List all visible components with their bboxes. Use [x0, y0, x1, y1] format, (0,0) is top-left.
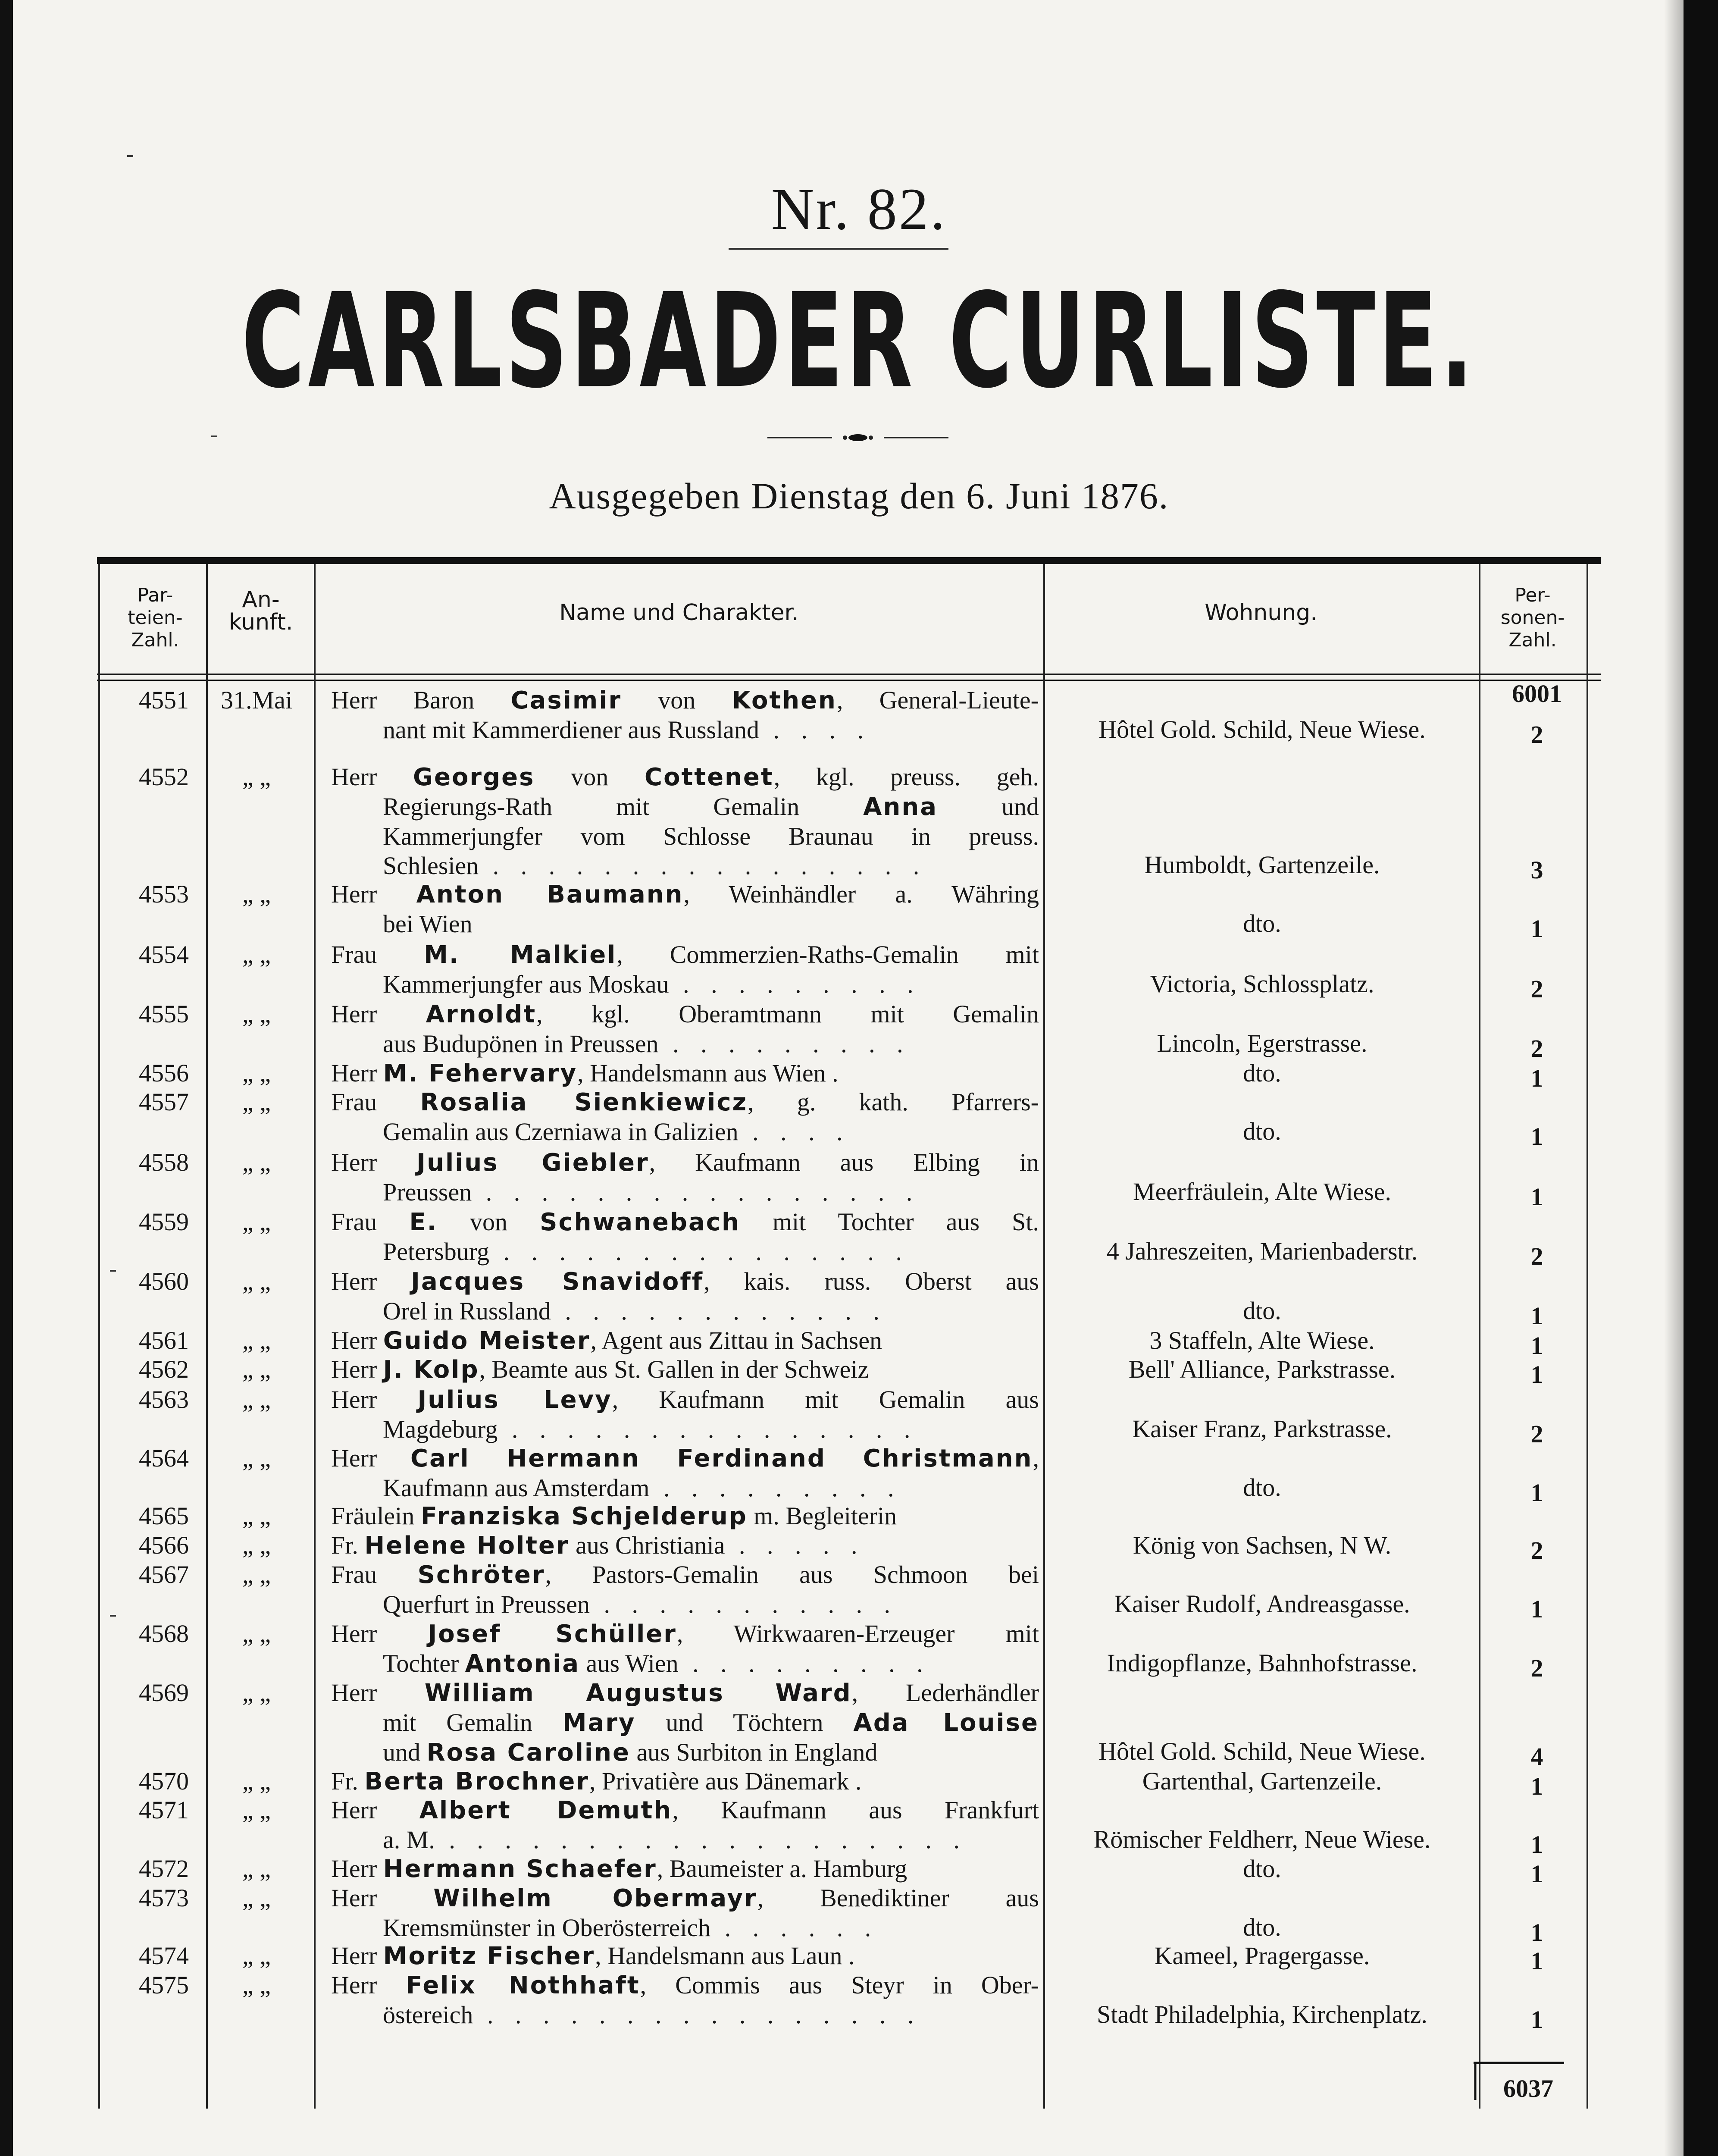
row-name-charakter — [331, 1767, 1039, 1796]
name-line: Frau Rosalia Sienkiewicz, g. kath. Pfarrers- — [331, 1088, 1039, 1116]
name-line: Herr Guido Meister, Agent aus Zittau in Sachsen — [331, 1326, 882, 1355]
row-persons: 1 — [1530, 1772, 1543, 1800]
row-residence: König von Sachsen, N W. — [1133, 1531, 1392, 1559]
row-persons: 1 — [1530, 1360, 1543, 1388]
name-line: Orel in Russland . . . . . . . . . . . . — [383, 1297, 887, 1325]
row-name-charakter — [331, 1059, 1039, 1088]
row-residence: dto. — [1243, 1913, 1281, 1941]
header-ankunft: An- kunft. — [228, 587, 293, 635]
row-persons: 1 — [1530, 2006, 1543, 2034]
name-line: und Rosa Caroline aus Surbiton in England — [383, 1738, 878, 1767]
row-arrival: „ „ — [242, 1531, 271, 1559]
row-name-charakter — [331, 1678, 1039, 1767]
row-name-charakter — [331, 1883, 1039, 1943]
row-name-charakter — [331, 1796, 1039, 1855]
name-line: Herr Julius Giebler, Kaufmann aus Elbing in — [331, 1148, 1039, 1177]
row-persons: 1 — [1530, 915, 1543, 943]
row-residence: Victoria, Schlossplatz. — [1150, 970, 1374, 998]
name-line: Herr Josef Schüller, Wirkwaaren-Erzeuger mit — [331, 1620, 1039, 1648]
row-name-charakter — [331, 1560, 1039, 1619]
row-number: 4556 — [139, 1059, 189, 1087]
name-line: Herr Felix Nothhaft, Commis aus Steyr in Ober- — [331, 1971, 1039, 1999]
name-line: mit Gemalin Mary und Töchtern Ada Louise — [383, 1708, 1039, 1737]
row-residence: Gartenthal, Gartenzeile. — [1142, 1767, 1382, 1795]
row-persons: 3 — [1530, 856, 1543, 884]
name-line: Herr Moritz Fischer, Handelsmann aus Laun . — [331, 1942, 855, 1970]
masthead-title: CARLSBADER CURLISTE. — [241, 265, 1477, 417]
row-name-charakter — [331, 762, 1039, 881]
row-arrival: 31.Mai — [221, 686, 292, 714]
row-residence: Kaiser Rudolf, Andreasgasse. — [1114, 1590, 1410, 1618]
row-number: 4568 — [139, 1620, 189, 1648]
row-residence: Lincoln, Egerstrasse. — [1157, 1029, 1368, 1057]
name-line: Kammerjungfer vom Schlosse Braunau in preuss. — [383, 822, 1039, 850]
row-name-charakter — [331, 1971, 1039, 2030]
name-line: Herr Arnoldt, kgl. Oberamtmann mit Gemalin — [331, 1000, 1039, 1028]
row-residence: dto. — [1243, 1297, 1281, 1325]
header-name-charakter: Name und Charakter. — [559, 600, 799, 626]
row-name-charakter — [331, 1207, 1039, 1266]
row-number: 4575 — [139, 1971, 189, 1999]
row-residence: Stadt Philadelphia, Kirchenplatz. — [1097, 2000, 1427, 2028]
row-arrival: „ „ — [242, 880, 271, 908]
name-line: Herr William Augustus Ward, Lederhändler — [331, 1679, 1039, 1707]
row-persons: 1 — [1530, 1918, 1543, 1946]
name-line: Kaufmann aus Amsterdam . . . . . . . . . — [383, 1474, 902, 1502]
row-residence: Hôtel Gold. Schild, Neue Wiese. — [1098, 1737, 1426, 1765]
name-line: Querfurt in Preussen . . . . . . . . . . . — [383, 1590, 898, 1618]
row-arrival: „ „ — [242, 1000, 271, 1028]
row-arrival: „ „ — [242, 1355, 271, 1383]
row-number: 4570 — [139, 1767, 189, 1795]
row-persons: 1 — [1530, 1332, 1543, 1360]
row-arrival: „ „ — [242, 1884, 271, 1912]
row-persons: 1 — [1530, 1860, 1543, 1888]
name-line: Herr J. Kolp, Beamte aus St. Gallen in der Schweiz — [331, 1355, 869, 1384]
row-residence: dto. — [1243, 1855, 1281, 1883]
name-line: bei Wien — [383, 910, 473, 938]
row-arrival: „ „ — [242, 1502, 271, 1530]
issue-number: Nr. 82. — [771, 176, 947, 242]
issue-date: Ausgegeben Dienstag den 6. Juni 1876. — [549, 475, 1169, 517]
row-number: 4572 — [139, 1855, 189, 1883]
name-line: nant mit Kammerdiener aus Russland . . . . — [383, 716, 872, 744]
row-arrival: „ „ — [242, 1767, 271, 1795]
row-arrival: „ „ — [242, 1088, 271, 1116]
row-persons: 1 — [1530, 1064, 1543, 1092]
row-number: 4573 — [139, 1884, 189, 1912]
row-name-charakter — [331, 1854, 1039, 1884]
name-line: Kammerjungfer aus Moskau . . . . . . . . . — [383, 970, 921, 998]
name-line: Herr Georges von Cottenet, kgl. preuss. geh. — [331, 763, 1039, 791]
row-persons: 1 — [1530, 1595, 1543, 1623]
row-number: 4567 — [139, 1561, 189, 1589]
row-name-charakter — [331, 1444, 1039, 1503]
row-persons: 1 — [1530, 1183, 1543, 1211]
row-arrival: „ „ — [242, 1059, 271, 1087]
name-line: Herr Anton Baumann, Weinhändler a. Währing — [331, 880, 1039, 909]
row-number: 4564 — [139, 1444, 189, 1472]
name-line: Gemalin aus Czerniawa in Galizien . . . . — [383, 1118, 851, 1146]
row-residence: Römischer Feldherr, Neue Wiese. — [1093, 1825, 1431, 1853]
row-name-charakter — [331, 1619, 1039, 1679]
row-name-charakter — [331, 1087, 1039, 1147]
name-line: Fräulein Franziska Schjelderup m. Begleiterin — [331, 1502, 897, 1530]
row-number: 4552 — [139, 763, 189, 791]
row-residence: 3 Staffeln, Alte Wiese. — [1149, 1326, 1375, 1354]
name-line: Tochter Antonia aus Wien . . . . . . . . . — [383, 1649, 931, 1678]
row-persons: 2 — [1530, 1242, 1543, 1270]
name-line: Preussen . . . . . . . . . . . . . . . . — [383, 1178, 920, 1206]
row-arrival: „ „ — [242, 940, 271, 968]
row-residence: Kameel, Pragergasse. — [1154, 1942, 1370, 1970]
name-line: Regierungs-Rath mit Gemalin Anna und — [383, 793, 1039, 821]
row-residence: Hôtel Gold. Schild, Neue Wiese. — [1098, 715, 1426, 743]
row-persons: 1 — [1530, 1302, 1543, 1330]
row-name-charakter — [331, 1326, 1039, 1356]
row-arrival: „ „ — [242, 1208, 271, 1236]
row-number: 4555 — [139, 1000, 189, 1028]
row-name-charakter — [331, 686, 1039, 745]
row-persons: 1 — [1530, 1122, 1543, 1150]
row-number: 4551 — [139, 686, 189, 714]
row-name-charakter — [331, 1000, 1039, 1059]
row-residence: dto. — [1243, 1117, 1281, 1145]
row-arrival: „ „ — [242, 1385, 271, 1413]
row-name-charakter — [331, 1531, 1039, 1561]
name-line: Herr Carl Hermann Ferdinand Christmann, — [331, 1444, 1039, 1473]
row-persons: 4 — [1530, 1742, 1543, 1771]
row-number: 4553 — [139, 880, 189, 908]
row-number: 4557 — [139, 1088, 189, 1116]
name-line: Schlesien . . . . . . . . . . . . . . . . — [383, 852, 927, 880]
name-line: Frau E. von Schwanebach mit Tochter aus St. — [331, 1208, 1039, 1236]
row-name-charakter — [331, 1267, 1039, 1326]
row-persons: 1 — [1530, 1830, 1543, 1858]
row-name-charakter — [331, 1501, 1039, 1531]
name-line: Petersburg . . . . . . . . . . . . . . . — [383, 1238, 910, 1266]
row-arrival: „ „ — [242, 1620, 271, 1648]
row-persons: 2 — [1530, 1536, 1543, 1564]
name-line: Frau M. Malkiel, Commerzien-Raths-Gemalin mit — [331, 940, 1039, 969]
row-number: 4563 — [139, 1385, 189, 1413]
row-arrival: „ „ — [242, 1444, 271, 1472]
row-name-charakter — [331, 1148, 1039, 1207]
row-number: 4571 — [139, 1796, 189, 1824]
row-number: 4558 — [139, 1148, 189, 1176]
name-line: Herr Jacques Snavidoff, kais. russ. Oberst aus — [331, 1267, 1039, 1296]
row-name-charakter — [331, 1941, 1039, 1971]
row-arrival: „ „ — [242, 1267, 271, 1295]
name-line: Kremsmünster in Oberösterreich . . . . . . — [383, 1914, 879, 1942]
name-line: Herr Baron Casimir von Kothen, General-Lieute- — [331, 686, 1039, 714]
row-persons: 2 — [1530, 721, 1543, 749]
name-line: Herr Hermann Schaefer, Baumeister a. Hamburg — [331, 1855, 908, 1883]
row-arrival: „ „ — [242, 1796, 271, 1824]
header-personen-zahl: Per- sonen- Zahl. — [1500, 584, 1565, 651]
row-residence: 4 Jahreszeiten, Marienbaderstr. — [1106, 1237, 1418, 1265]
row-persons: 2 — [1530, 1420, 1543, 1448]
row-residence: dto. — [1243, 1059, 1281, 1087]
name-line: Herr Albert Demuth, Kaufmann aus Frankfurt — [331, 1796, 1039, 1824]
row-arrival: „ „ — [242, 1942, 271, 1970]
name-line: Frau Schröter, Pastors-Gemalin aus Schmoon bei — [331, 1561, 1039, 1589]
row-arrival: „ „ — [242, 1855, 271, 1883]
carried-total: 6001 — [1512, 680, 1562, 708]
header-wohnung: Wohnung. — [1205, 600, 1317, 626]
row-number: 4560 — [139, 1267, 189, 1295]
row-number: 4559 — [139, 1208, 189, 1236]
row-residence: Kaiser Franz, Parkstrasse. — [1132, 1415, 1392, 1443]
row-name-charakter — [331, 1355, 1039, 1385]
row-arrival: „ „ — [242, 1148, 271, 1176]
name-line: Herr Wilhelm Obermayr, Benediktiner aus — [331, 1884, 1039, 1912]
name-line: Herr Julius Levy, Kaufmann mit Gemalin aus — [331, 1385, 1039, 1414]
name-line: a. M. . . . . . . . . . . . . . . . . . . . — [383, 1826, 967, 1854]
row-number: 4565 — [139, 1502, 189, 1530]
name-line: Herr M. Fehervary, Handelsmann aus Wien . — [331, 1059, 839, 1087]
final-total: 6037 — [1503, 2075, 1553, 2103]
name-line: Fr. Berta Brochner, Privatière aus Dänemark . — [331, 1767, 862, 1796]
row-name-charakter — [331, 940, 1039, 999]
row-residence: dto. — [1243, 1473, 1281, 1501]
row-arrival: „ „ — [242, 1561, 271, 1589]
name-line: östereich . . . . . . . . . . . . . . . . — [383, 2001, 922, 2029]
name-line: Fr. Helene Holter aus Christiania . . . . . — [331, 1531, 865, 1560]
row-number: 4562 — [139, 1355, 189, 1383]
row-number: 4569 — [139, 1679, 189, 1707]
row-name-charakter — [331, 1385, 1039, 1444]
row-residence: Humboldt, Gartenzeile. — [1144, 851, 1380, 879]
row-arrival: „ „ — [242, 1326, 271, 1354]
name-line: aus Budupönen in Preussen . . . . . . . . . — [383, 1030, 911, 1058]
row-residence: Indigopflanze, Bahnhofstrasse. — [1107, 1649, 1418, 1677]
row-persons: 1 — [1530, 1479, 1543, 1507]
row-number: 4561 — [139, 1326, 189, 1354]
row-persons: 2 — [1530, 1034, 1543, 1062]
row-persons: 1 — [1530, 1947, 1543, 1975]
row-residence: dto. — [1243, 909, 1281, 937]
row-persons: 2 — [1530, 975, 1543, 1003]
row-arrival: „ „ — [242, 763, 271, 791]
row-persons: 2 — [1530, 1654, 1543, 1682]
row-arrival: „ „ — [242, 1971, 271, 1999]
row-residence: Meerfräulein, Alte Wiese. — [1133, 1178, 1391, 1206]
header-parteien-zahl: Par- teien- Zahl. — [128, 584, 183, 651]
row-name-charakter — [331, 880, 1039, 939]
row-arrival: „ „ — [242, 1679, 271, 1707]
row-residence: Bell' Alliance, Parkstrasse. — [1128, 1355, 1396, 1383]
row-number: 4574 — [139, 1942, 189, 1970]
name-line: Magdeburg . . . . . . . . . . . . . . . — [383, 1415, 918, 1443]
row-number: 4566 — [139, 1531, 189, 1559]
row-number: 4554 — [139, 940, 189, 968]
